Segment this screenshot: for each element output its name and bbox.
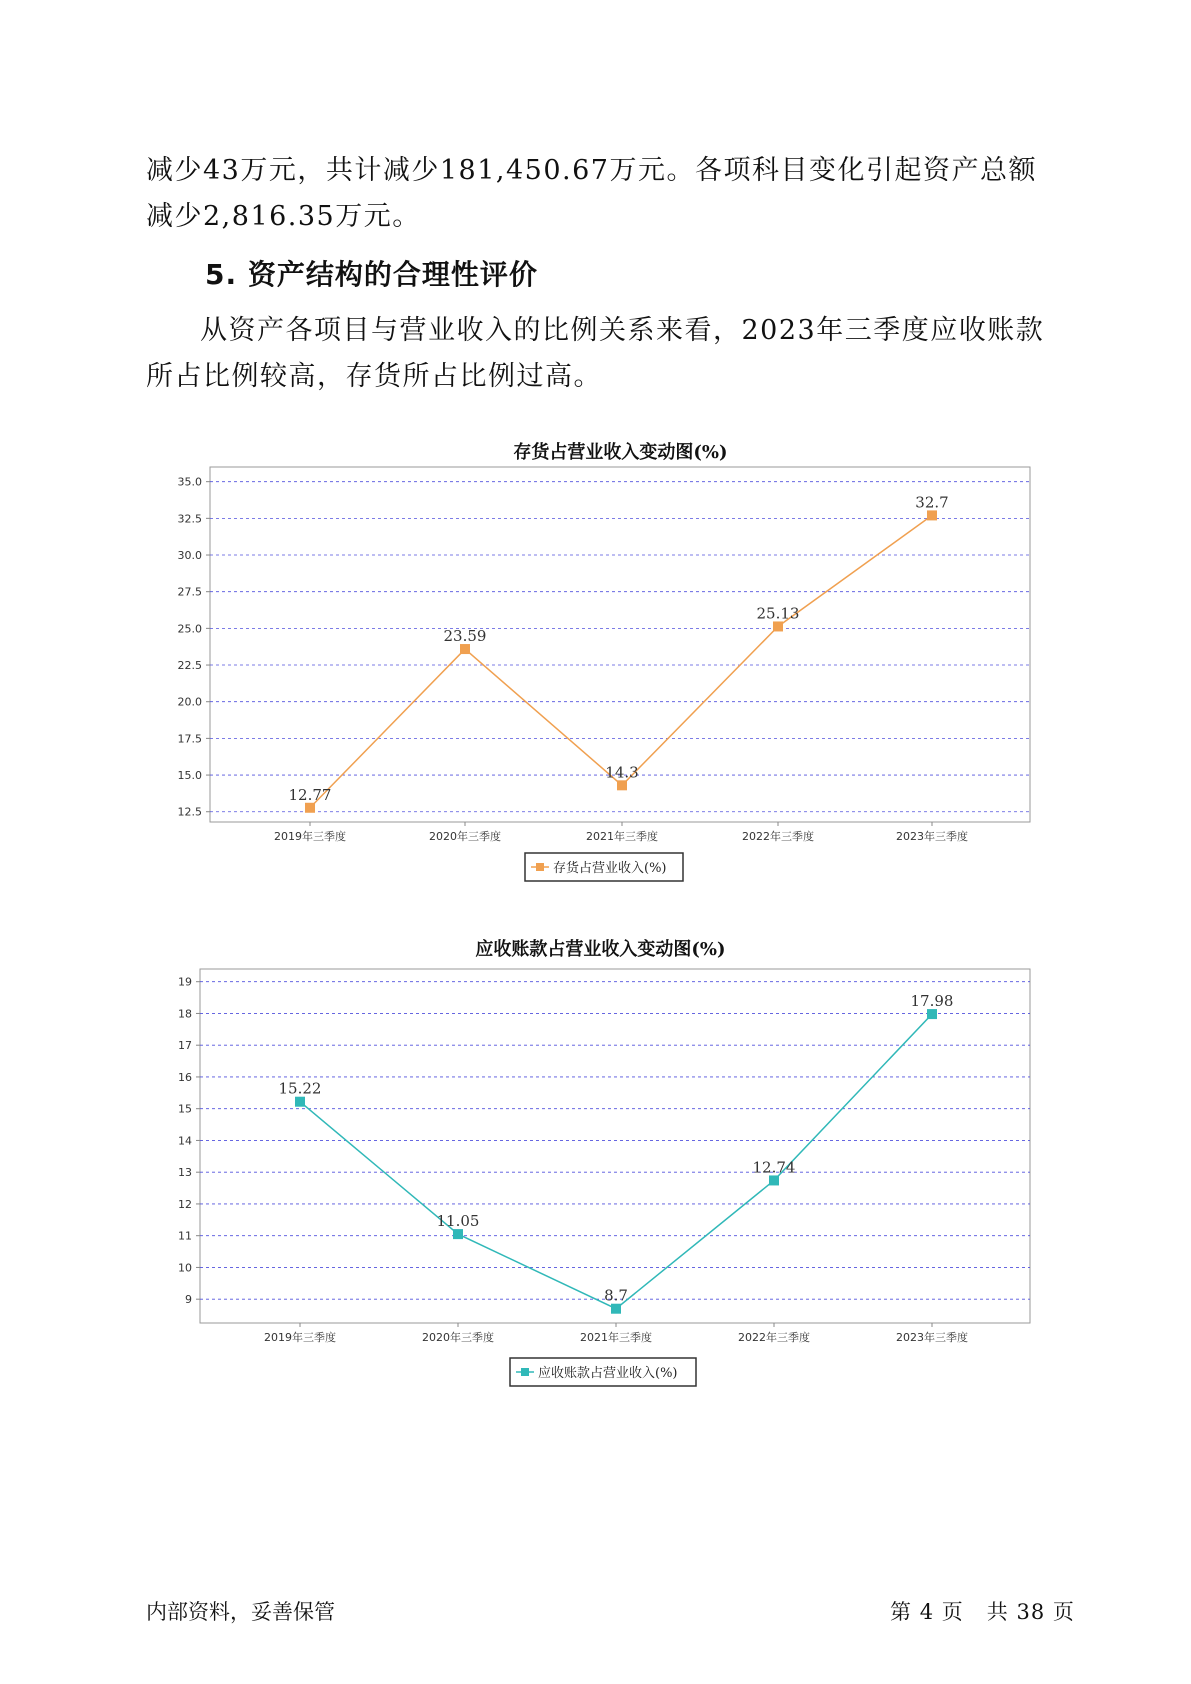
y-tick-label: 9 <box>185 1293 192 1307</box>
y-tick-label: 14 <box>178 1134 192 1148</box>
x-tick-label: 2020年三季度 <box>429 830 501 843</box>
data-point <box>611 1304 621 1314</box>
inventory-ratio-chart <box>0 455 1191 895</box>
body-paragraph-2: 从资产各项目与营业收入的比例关系来看，2023年三季度应收账款所占比例较高，存货所占比例过高。 <box>146 315 1045 392</box>
x-tick-label: 2021年三季度 <box>580 1331 652 1344</box>
y-tick-label: 10 <box>178 1261 192 1275</box>
data-label: 17.98 <box>910 992 954 1011</box>
data-point <box>927 510 937 520</box>
data-label: 32.7 <box>915 493 949 512</box>
footer-confidential-note: 内部资料，妥善保管 <box>146 1600 335 1624</box>
body-paragraph-1: 减少43万元，共计减少181,450.67万元。各项科目变化引起资产总额减少2,816.35万元。 <box>146 155 1037 232</box>
y-tick-label: 17 <box>178 1039 192 1053</box>
y-tick-label: 32.5 <box>177 512 202 526</box>
y-tick-label: 20.0 <box>177 695 202 709</box>
x-tick-label: 2019年三季度 <box>264 1331 336 1344</box>
section-heading: 5. 资产结构的合理性评价 <box>205 258 538 291</box>
y-tick-label: 11 <box>178 1229 192 1243</box>
data-point <box>617 780 627 790</box>
y-tick-label: 12 <box>178 1197 192 1211</box>
y-tick-label: 16 <box>178 1070 192 1084</box>
data-label: 15.22 <box>278 1079 322 1098</box>
data-point <box>295 1097 305 1107</box>
x-tick-label: 2020年三季度 <box>422 1331 494 1344</box>
receivables-ratio-chart <box>0 953 1191 1393</box>
data-point <box>453 1229 463 1239</box>
x-tick-label: 2021年三季度 <box>586 830 658 843</box>
data-point <box>460 644 470 654</box>
y-tick-label: 27.5 <box>177 585 202 599</box>
y-tick-label: 30.0 <box>177 549 202 563</box>
page-mid: 页 共 <box>941 1600 1009 1624</box>
legend-label: 应收账款占营业收入(%) <box>538 1366 678 1381</box>
legend-marker <box>521 1368 529 1376</box>
x-tick-label: 2023年三季度 <box>896 830 968 843</box>
plot-area <box>200 969 1030 1323</box>
chart-title-inventory: 存货占营业收入变动图(%) <box>513 442 728 463</box>
y-tick-label: 18 <box>178 1007 192 1021</box>
x-tick-label: 2022年三季度 <box>738 1331 810 1344</box>
y-tick-label: 19 <box>178 975 192 989</box>
y-tick-label: 13 <box>178 1166 192 1180</box>
data-label: 11.05 <box>436 1212 480 1231</box>
page-suffix: 页 <box>1052 1600 1075 1624</box>
y-tick-label: 35.0 <box>177 475 202 489</box>
data-label: 23.59 <box>443 627 487 646</box>
chart-title-receivables: 应收账款占营业收入变动图(%) <box>475 939 726 960</box>
y-tick-label: 15.0 <box>177 769 202 783</box>
page-prefix: 第 <box>890 1600 912 1624</box>
y-tick-label: 12.5 <box>177 805 202 819</box>
x-tick-label: 2019年三季度 <box>274 830 346 843</box>
footer-page-number <box>890 1596 1075 1626</box>
data-point <box>305 803 315 813</box>
page-current: 4 <box>919 1600 935 1624</box>
data-label: 12.74 <box>752 1158 796 1177</box>
y-tick-label: 22.5 <box>177 659 202 673</box>
data-label: 12.77 <box>288 785 332 804</box>
data-label: 8.7 <box>604 1286 628 1305</box>
y-tick-label: 25.0 <box>177 622 202 636</box>
data-point <box>769 1175 779 1185</box>
legend-label: 存货占营业收入(%) <box>553 861 667 876</box>
data-label: 14.3 <box>605 763 639 782</box>
page-total: 38 <box>1016 1600 1046 1624</box>
legend-marker <box>536 863 544 871</box>
y-tick-label: 17.5 <box>177 732 202 746</box>
data-label: 25.13 <box>756 604 800 623</box>
y-tick-label: 15 <box>178 1102 192 1116</box>
data-point <box>927 1009 937 1019</box>
x-tick-label: 2022年三季度 <box>742 830 814 843</box>
data-point <box>773 621 783 631</box>
x-tick-label: 2023年三季度 <box>896 1331 968 1344</box>
